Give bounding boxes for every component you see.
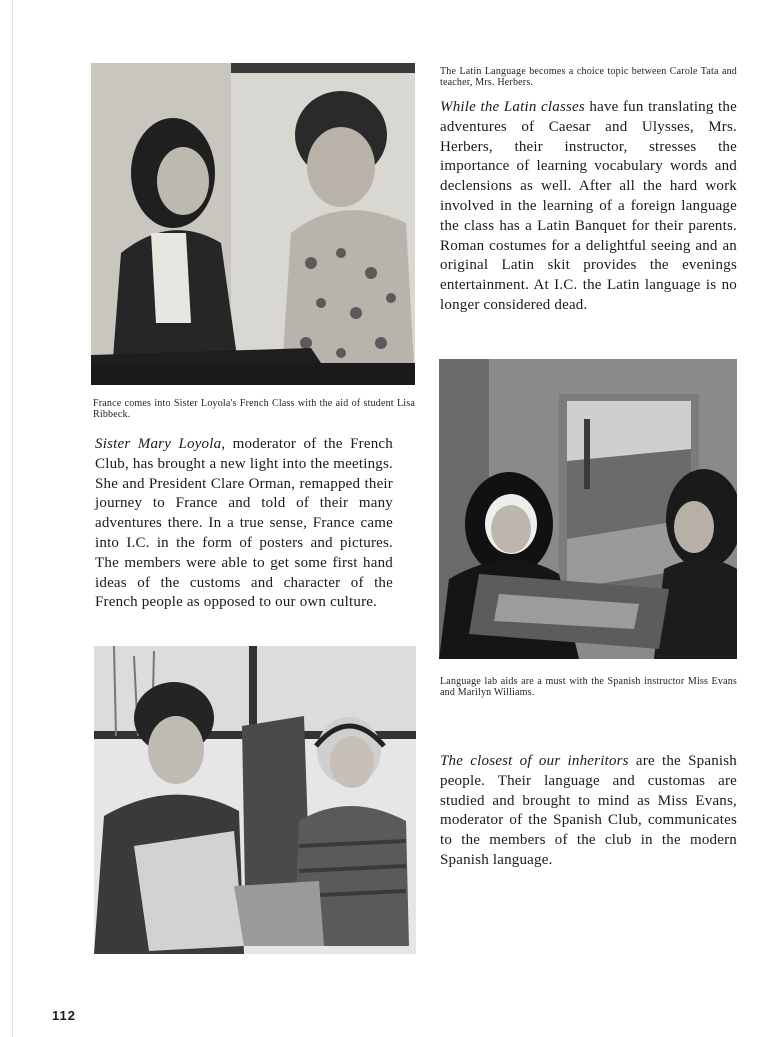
scan-edge <box>12 0 13 1037</box>
paragraph-spanish <box>440 752 737 871</box>
photo-spanish-lab <box>94 646 416 954</box>
paragraph-latin-body: have fun translating the adventures of Caesar and Ulysses, Mrs. Herbers, their instructor, stresses the importance of learning vocabulary words and declensions as well. After all the hard work involved in the learning of a foreign language the class has a Latin Banquet for their parents. Roman costumes for a delightful seeing and an original Latin skit provides the evenings entertainment. At I.C. the Latin language is no longer considered dead. <box>440 99 737 313</box>
paragraph-french <box>95 435 393 613</box>
paragraph-french-lead: Sister Mary Loyola, <box>95 436 226 452</box>
spanish-photo-illustration <box>94 646 416 954</box>
caption-latin: The Latin Language becomes a choice topic between Carole Tata and teacher, Mrs. Herbers. <box>440 66 737 88</box>
paragraph-spanish-body: are the Spanish people. Their language and customas are studied and brought to mind as Miss Evans, moderator of the Spanish Club, communicates to the members of the club in the modern Spanish language. <box>440 753 737 868</box>
latin-photo-illustration <box>91 63 415 385</box>
caption-french: France comes into Sister Loyola's French Class with the aid of student Lisa Ribbeck. <box>93 398 415 420</box>
paragraph-spanish-lead: The closest of our inheritors <box>440 753 629 769</box>
paragraph-french-body: moderator of the French Club, has brought a new light into the meetings. She and President Clare Orman, remapped their journey to France and told of their many adventures there. In a true sense, France came into I.C. in the form of posters and pictures. The members were able to get some first hand ideas of the customs and character of the French people as opposed to our own culture. <box>95 436 393 611</box>
photo-latin-class <box>91 63 415 385</box>
page-number: 112 <box>52 1008 76 1023</box>
photo-french-poster <box>439 359 737 659</box>
paragraph-latin <box>440 98 737 316</box>
french-photo-illustration <box>439 359 737 659</box>
paragraph-latin-lead: While the Latin classes <box>440 99 585 115</box>
caption-spanish: Language lab aids are a must with the Spanish instructor Miss Evans and Marilyn Williams. <box>440 676 737 698</box>
